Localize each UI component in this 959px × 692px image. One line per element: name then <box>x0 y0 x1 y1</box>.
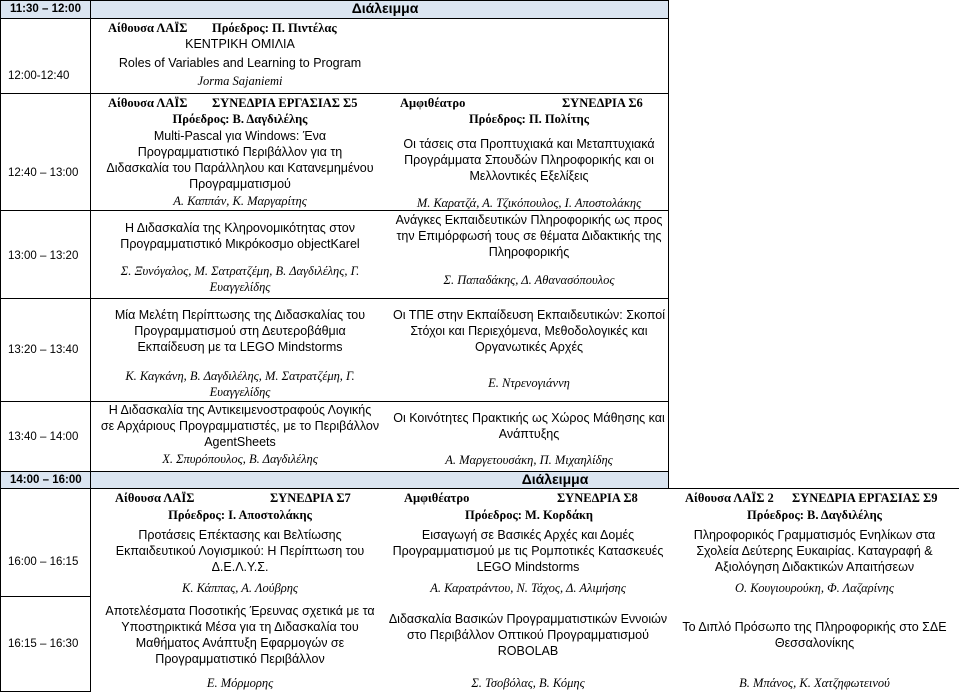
paper-authors: Κ. Καγκάνη, Β. Δαγδιλέλης, Μ. Σατρατζέμη, Γ. <box>125 369 355 383</box>
session5-chair: Πρόεδρος: Β. Δαγδιλέλης <box>172 112 308 126</box>
paper-title-line: ROBOLAB <box>497 644 559 658</box>
paper-title-line: Εκπαίδευση με τα LEGO Mindstorms <box>137 340 343 354</box>
grid-line <box>0 0 1 692</box>
paper-authors: Σ. Παπαδάκης, Δ. Αθανασόπουλος <box>443 273 615 287</box>
keynote-speaker: Jorma Sajaniemi <box>197 74 283 88</box>
paper-authors: Ευαγγελίδης <box>209 280 271 294</box>
grid-line <box>0 18 668 19</box>
paper-authors: Ευαγγελίδης <box>209 385 271 399</box>
paper-title-line: Προγραμματιστικό Μικρόκοσμο objectKarel <box>120 237 360 251</box>
session7-chair: Πρόεδρος: Ι. Αποστολάκης <box>168 508 312 522</box>
grid-line <box>0 93 668 94</box>
paper-title-line: Εκπαιδευτικού Λογισμικού: Η Περίπτωση του <box>115 544 365 558</box>
session9-name: ΣΥΝΕΔΡΙΑ ΕΡΓΑΣΙΑΣ Σ9 <box>792 491 938 505</box>
keynote-time: 12:00-12:40 <box>8 70 70 82</box>
paper-title-line: Μαθήματος Ανάπτυξη Εφαρμογών σε <box>135 636 345 650</box>
paper-title-line: Διδασκαλία του Παράλληλου και Κατανεμημένου <box>106 161 374 175</box>
session7-name: ΣΥΝΕΔΡΙΑ Σ7 <box>270 491 351 505</box>
paper-title-line: Διδασκαλία Βασικών Προγραμματιστικών Εννοιών <box>388 612 668 626</box>
time-slot: 13:00 – 13:20 <box>8 250 79 262</box>
paper-title-line: την Επιμόρφωσή τους σε θέματα Διδακτικής της <box>396 229 662 243</box>
session5-room: Αίθουσα ΛΑΪΣ <box>108 96 188 110</box>
paper-title-line: Προγραμματισμού στη Δευτεροβάθμια <box>134 324 346 338</box>
session9-room: Αίθουσα ΛΑΪΣ 2 <box>685 491 774 505</box>
paper-authors: Σ. Ξυνόγαλος, Μ. Σατρατζέμη, Β. Δαγδιλέλης, Γ. <box>120 264 360 278</box>
paper-title-line: στο Περιβάλλον Οπτικού Προγραμματισμού <box>407 628 649 642</box>
paper-title-line: Δ.Ε.Λ.Υ.Σ. <box>211 560 269 574</box>
paper-authors: Σ. Τσοβόλας, Β. Κόμης <box>471 676 585 690</box>
paper-title-line: Ανάγκες Εκπαιδευτικών Πληροφορικής ως προς <box>395 213 663 227</box>
paper-authors: Α. Καππάν, Κ. Μαργαρίτης <box>173 194 307 208</box>
paper-authors: Μ. Καρατζά, Α. Τζικόπουλος, Ι. Αποστολάκης <box>416 196 642 210</box>
paper-authors: Ε. Μόρμορης <box>206 676 274 690</box>
session8-chair: Πρόεδρος: Μ. Κορδάκη <box>465 508 593 522</box>
grid-line <box>0 298 668 299</box>
session8-name: ΣΥΝΕΔΡΙΑ Σ8 <box>557 491 638 505</box>
session8-room: Αμφιθέατρο <box>404 491 470 505</box>
paper-title-line: Πληροφορικής <box>488 245 570 259</box>
break2-time: 14:00 – 16:00 <box>10 474 82 486</box>
paper-title-line: Multi-Pascal για Windows: Ένα <box>153 129 327 143</box>
keynote-title: Roles of Variables and Learning to Program <box>118 56 362 70</box>
paper-title-line: Οι τάσεις στα Προπτυχιακά και Μεταπτυχιακά <box>403 137 655 151</box>
paper-authors: Κ. Κάππας, Α. Λούβρης <box>181 581 298 595</box>
paper-title-line: Οργανωτικές Αρχές <box>474 340 584 354</box>
paper-authors: Ε. Ντρενογιάννη <box>488 376 570 390</box>
paper-title-line: Η Διδασκαλία της Κληρονομικότητας στον <box>125 221 355 235</box>
paper-title-line: LEGO Mindstorms <box>476 560 580 574</box>
time-slot: 12:40 – 13:00 <box>8 167 79 179</box>
paper-title-line: Προτάσεις Επέκτασης και Βελτίωσης <box>138 528 342 542</box>
paper-authors: Α. Καρατράντου, Ν. Τάχος, Δ. Αλιμήσης <box>430 581 626 595</box>
paper-title-line: σε Αρχάριους Προγραμματιστές, με το Περιβάλλον <box>100 419 380 433</box>
paper-title-line: Σχολεία Δεύτερης Ευκαιρίας. Καταγραφή & <box>696 544 933 558</box>
time-slot: 16:00 – 16:15 <box>8 556 79 568</box>
keynote-heading: ΚΕΝΤΡΙΚΗ ΟΜΙΛΙΑ <box>185 37 295 51</box>
time-slot: 13:40 – 14:00 <box>8 431 79 443</box>
paper-title-line: Προγραμματισμού <box>189 177 291 191</box>
paper-title-line: Ανάπτυξης <box>498 427 560 441</box>
paper-title-line: Μία Μελέτη Περίπτωσης της Διδασκαλίας του <box>114 308 366 322</box>
paper-title-line: Αποτελέσματα Ποσοτικής Έρευνας σχετικά με τα <box>105 604 375 618</box>
paper-title-line: Πληροφορικός Γραμματισμός Ενηλίκων στα <box>693 528 936 542</box>
paper-title-line: Υποστηρικτικά Μέσα για τη Διδασκαλία του <box>121 620 359 634</box>
paper-title-line: Αξιολόγηση Διδακτικών Απαιτήσεων <box>714 560 915 574</box>
time-slot: 16:15 – 16:30 <box>8 638 79 650</box>
session6-room: Αμφιθέατρο <box>400 96 466 110</box>
session9-chair: Πρόεδρος: Β. Δαγδιλέλης <box>747 508 882 522</box>
session7-room: Αίθουσα ΛΑΪΣ <box>115 491 195 505</box>
paper-title-line: Οι ΤΠΕ στην Εκπαίδευση Εκπαιδευτικών: Σκοποί <box>392 308 666 322</box>
time-slot: 13:20 – 13:40 <box>8 344 79 356</box>
paper-authors: Ο. Κουγιουρούκη, Φ. Λαζαρίνης <box>735 581 894 595</box>
paper-title-line: Οι Κοινότητες Πρακτικής ως Χώρος Μάθησης και <box>393 411 665 425</box>
paper-title-line: AgentSheets <box>204 435 276 449</box>
paper-title-line: Προγράμματα Σπουδών Πληροφορικής και οι <box>404 153 654 167</box>
break1-label: Διάλειμμα <box>351 0 419 16</box>
paper-title-line: Θεσσαλονίκης <box>774 636 855 650</box>
paper-title-line: Μελλοντικές Εξελίξεις <box>469 169 589 183</box>
paper-title-line: Προγραμματιστικό Περιβάλλον για τη <box>137 145 343 159</box>
paper-title-line: Στόχοι και Περιεχόμενα, Μεθοδολογικές και <box>410 324 648 338</box>
break1-time: 11:30 – 12:00 <box>10 3 81 15</box>
paper-title-line: Το Διπλό Πρόσωπο της Πληροφορικής στο ΣΔΕ <box>682 620 947 634</box>
paper-authors: Α. Μαργετουσάκη, Π. Μιχαηλίδης <box>445 453 613 467</box>
grid-line <box>668 0 669 488</box>
grid-line <box>0 401 668 402</box>
keynote-chair: Πρόεδρος: Π. Πιντέλας <box>212 21 337 35</box>
session5-name: ΣΥΝΕΔΡΙΑ ΕΡΓΑΣΙΑΣ Σ5 <box>212 96 358 110</box>
paper-title-line: Προγραμματιστικό Περιβάλλον <box>155 652 325 666</box>
paper-title-line: Η Διδασκαλία της Αντικειμενοστραφούς Λογικής <box>108 403 372 417</box>
paper-title-line: Εισαγωγή σε Βασικές Αρχές και Δομές <box>421 528 635 542</box>
paper-authors: Β. Μπάνος, Κ. Χατζηφωτεινού <box>739 676 890 690</box>
session6-chair: Πρόεδρος: Π. Πολίτης <box>468 112 590 126</box>
session6-name: ΣΥΝΕΔΡΙΑ Σ6 <box>562 96 643 110</box>
paper-authors: Χ. Σπυρόπουλος, Β. Δαγδιλέλης <box>162 452 318 466</box>
grid-line <box>0 488 959 489</box>
break2-label: Διάλειμμα <box>521 471 589 487</box>
grid-line <box>0 596 90 597</box>
keynote-room: Αίθουσα ΛΑΪΣ <box>108 21 188 35</box>
paper-title-line: Προγραμματισμού με τις Ρομποτικές Κατασκευές <box>392 544 664 558</box>
